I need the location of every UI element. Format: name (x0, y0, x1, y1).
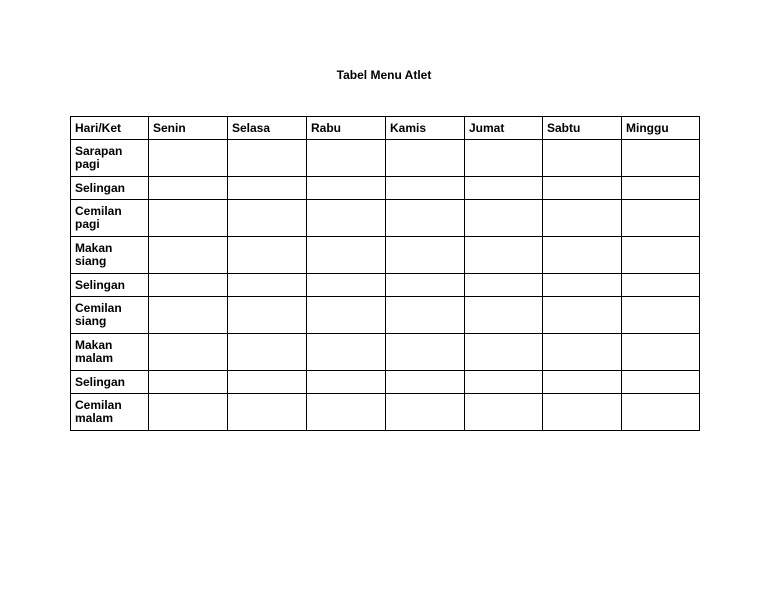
table-cell[interactable] (465, 200, 543, 237)
table-cell[interactable] (543, 394, 622, 431)
table-cell[interactable] (543, 297, 622, 334)
table-cell[interactable] (149, 297, 228, 334)
row-label-text: Selingan (75, 180, 126, 195)
table-cell[interactable] (543, 177, 622, 200)
table-cell[interactable] (307, 297, 386, 334)
table-cell[interactable] (307, 140, 386, 177)
table-cell[interactable] (543, 371, 622, 394)
row-label-text: Makan malam (75, 338, 114, 365)
table-cell[interactable] (228, 371, 307, 394)
table-cell[interactable] (622, 297, 700, 334)
column-header-sabtu: Sabtu (543, 117, 622, 140)
table-cell[interactable] (149, 394, 228, 431)
row-label (71, 334, 149, 371)
table-cell[interactable] (307, 274, 386, 297)
table-cell[interactable] (386, 297, 465, 334)
table-cell[interactable] (149, 200, 228, 237)
table-cell[interactable] (386, 200, 465, 237)
row-label (71, 274, 149, 297)
column-header-senin: Senin (149, 117, 228, 140)
table-cell[interactable] (149, 177, 228, 200)
table-row (71, 200, 700, 237)
table-cell[interactable] (228, 177, 307, 200)
table-cell[interactable] (386, 371, 465, 394)
table-cell[interactable] (622, 371, 700, 394)
table-cell[interactable] (386, 394, 465, 431)
row-label-text: Selingan (75, 277, 126, 292)
row-label-text: Makan siang (75, 241, 113, 268)
table-cell[interactable] (386, 274, 465, 297)
row-label-text: Selingan (75, 374, 126, 389)
table-cell[interactable] (465, 140, 543, 177)
row-label (71, 297, 149, 334)
row-label (71, 200, 149, 237)
row-label-text: Cemilan malam (75, 398, 122, 425)
table-cell[interactable] (386, 334, 465, 371)
table-cell[interactable] (465, 274, 543, 297)
table-cell[interactable] (228, 334, 307, 371)
table-cell[interactable] (622, 394, 700, 431)
table-cell[interactable] (622, 200, 700, 237)
table-cell[interactable] (622, 177, 700, 200)
table-cell[interactable] (622, 140, 700, 177)
table-cell[interactable] (149, 237, 228, 274)
row-label (71, 394, 149, 431)
table-cell[interactable] (622, 334, 700, 371)
column-header-kamis: Kamis (386, 117, 465, 140)
page-title: Tabel Menu Atlet (336, 68, 432, 82)
table-cell[interactable] (149, 371, 228, 394)
table-cell[interactable] (465, 371, 543, 394)
table-cell[interactable] (386, 237, 465, 274)
table-cell[interactable] (228, 274, 307, 297)
table-cell[interactable] (543, 237, 622, 274)
table-cell[interactable] (465, 394, 543, 431)
header-row (71, 117, 700, 140)
table-cell[interactable] (465, 237, 543, 274)
table-cell[interactable] (307, 394, 386, 431)
table-cell[interactable] (543, 200, 622, 237)
table-cell[interactable] (228, 200, 307, 237)
table-row (71, 371, 700, 394)
table-cell[interactable] (465, 297, 543, 334)
column-header-rabu: Rabu (307, 117, 386, 140)
table-cell[interactable] (386, 177, 465, 200)
row-label-text: Cemilan siang (75, 301, 122, 328)
table-cell[interactable] (228, 297, 307, 334)
column-header-jumat: Jumat (465, 117, 543, 140)
table-cell[interactable] (622, 274, 700, 297)
menu-table (70, 116, 700, 431)
column-header-hari-ket: Hari/Ket (71, 117, 149, 140)
table-cell[interactable] (149, 140, 228, 177)
row-label-text: Sarapan pagi (75, 144, 123, 171)
table-cell[interactable] (149, 274, 228, 297)
column-header-selasa: Selasa (228, 117, 307, 140)
table-cell[interactable] (465, 334, 543, 371)
table-row (71, 237, 700, 274)
column-header-minggu: Minggu (622, 117, 700, 140)
table-row (71, 274, 700, 297)
table-row (71, 394, 700, 431)
table-cell[interactable] (386, 140, 465, 177)
table-cell[interactable] (307, 371, 386, 394)
table-cell[interactable] (543, 334, 622, 371)
table-row (71, 140, 700, 177)
table-cell[interactable] (228, 237, 307, 274)
row-label (71, 140, 149, 177)
table-cell[interactable] (149, 334, 228, 371)
table-cell[interactable] (543, 274, 622, 297)
table-cell[interactable] (543, 140, 622, 177)
table-row (71, 334, 700, 371)
table-row (71, 177, 700, 200)
row-label (71, 237, 149, 274)
table-cell[interactable] (307, 334, 386, 371)
table-cell[interactable] (228, 140, 307, 177)
table-cell[interactable] (307, 177, 386, 200)
row-label-text: Cemilan pagi (75, 204, 122, 231)
row-label (71, 177, 149, 200)
table-cell[interactable] (228, 394, 307, 431)
table-cell[interactable] (307, 237, 386, 274)
row-label (71, 371, 149, 394)
table-cell[interactable] (465, 177, 543, 200)
table-cell[interactable] (307, 200, 386, 237)
table-cell[interactable] (622, 237, 700, 274)
table-row (71, 297, 700, 334)
